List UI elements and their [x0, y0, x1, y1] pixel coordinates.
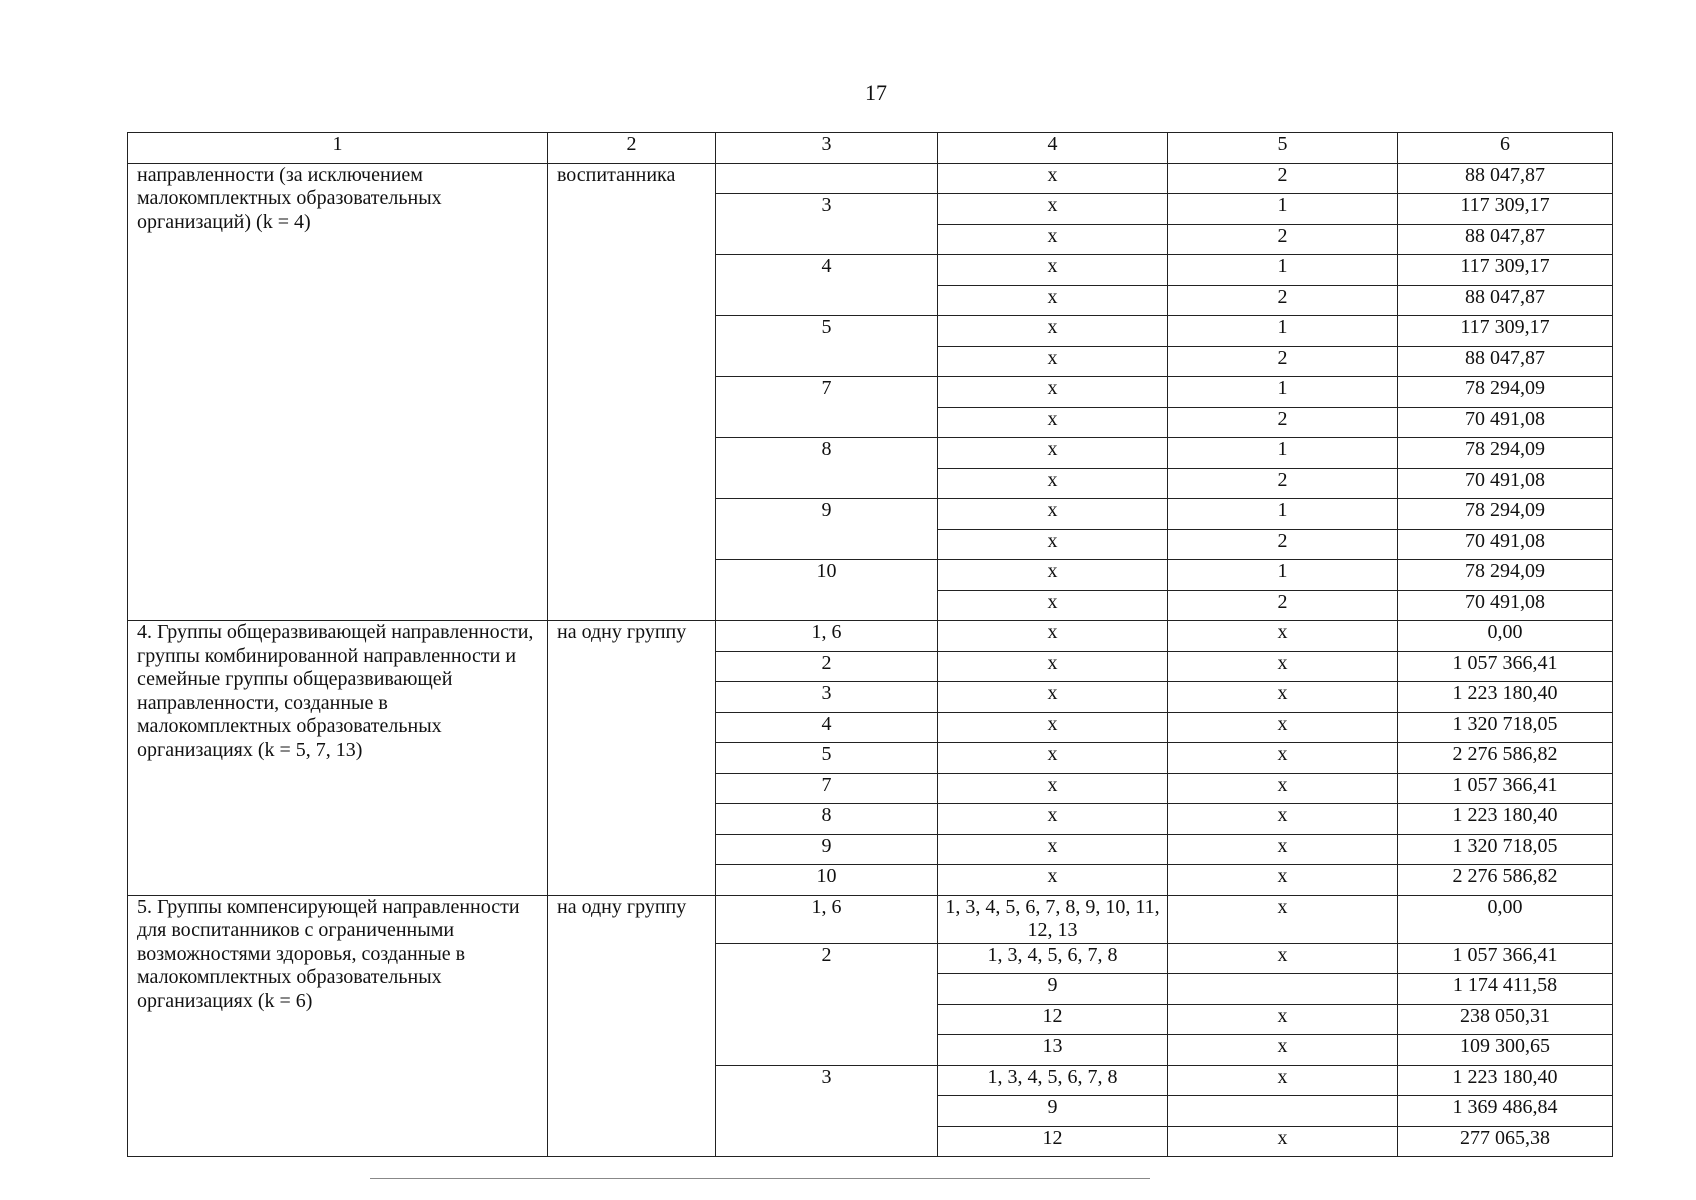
category-cell: x: [938, 377, 1168, 408]
category-cell: 1, 3, 4, 5, 6, 7, 8, 9, 10, 11, 12, 13: [938, 895, 1168, 943]
category-cell: x: [938, 682, 1168, 713]
table-row: [128, 621, 1613, 652]
unit-cell: воспитанника: [548, 163, 716, 621]
amount-cell: 1 369 486,84: [1398, 1096, 1613, 1127]
category-cell: x: [938, 560, 1168, 591]
amount-cell: 1 223 180,40: [1398, 804, 1613, 835]
amount-cell: 70 491,08: [1398, 407, 1613, 438]
subcategory-cell: 2: [1168, 468, 1398, 499]
table-body: [128, 133, 1613, 1157]
amount-cell: 1 320 718,05: [1398, 834, 1613, 865]
group-count-cell: 2: [716, 651, 938, 682]
category-cell: x: [938, 316, 1168, 347]
page-number: 17: [865, 80, 887, 105]
subcategory-cell: [1168, 974, 1398, 1005]
amount-cell: 109 300,65: [1398, 1035, 1613, 1066]
subcategory-cell: 2: [1168, 285, 1398, 316]
amount-cell: 117 309,17: [1398, 316, 1613, 347]
subcategory-cell: x: [1168, 1035, 1398, 1066]
group-count-cell: 3: [716, 194, 938, 255]
amount-cell: 88 047,87: [1398, 224, 1613, 255]
subcategory-cell: x: [1168, 651, 1398, 682]
subcategory-cell: 1: [1168, 255, 1398, 286]
column-header: 5: [1168, 133, 1398, 164]
subcategory-cell: 2: [1168, 163, 1398, 194]
column-header: 4: [938, 133, 1168, 164]
category-cell: x: [938, 468, 1168, 499]
amount-cell: 1 223 180,40: [1398, 1065, 1613, 1096]
subcategory-cell: x: [1168, 712, 1398, 743]
subcategory-cell: x: [1168, 682, 1398, 713]
amount-cell: 0,00: [1398, 895, 1613, 943]
amount-cell: 2 276 586,82: [1398, 865, 1613, 896]
group-count-cell: 1, 6: [716, 895, 938, 943]
amount-cell: 88 047,87: [1398, 346, 1613, 377]
amount-cell: 277 065,38: [1398, 1126, 1613, 1157]
group-count-cell: [716, 163, 938, 194]
group-count-cell: 8: [716, 804, 938, 835]
amount-cell: 88 047,87: [1398, 163, 1613, 194]
subcategory-cell: x: [1168, 773, 1398, 804]
category-cell: x: [938, 834, 1168, 865]
amount-cell: 70 491,08: [1398, 468, 1613, 499]
column-header: 1: [128, 133, 548, 164]
group-description: 5. Группы компенсирующей направленности для воспитанников с ограниченными возможностями здоровья, созданные в малокомплектных образовательных организациях (k = 6): [128, 895, 548, 1157]
amount-cell: 117 309,17: [1398, 194, 1613, 225]
group-count-cell: 5: [716, 743, 938, 774]
unit-cell: на одну группу: [548, 895, 716, 1157]
subcategory-cell: x: [1168, 621, 1398, 652]
category-cell: 1, 3, 4, 5, 6, 7, 8: [938, 1065, 1168, 1096]
amount-cell: 78 294,09: [1398, 438, 1613, 469]
category-cell: 12: [938, 1004, 1168, 1035]
group-count-cell: 9: [716, 834, 938, 865]
category-cell: x: [938, 529, 1168, 560]
group-count-cell: 3: [716, 1065, 938, 1157]
table-row: [128, 895, 1613, 943]
category-cell: x: [938, 194, 1168, 225]
unit-cell: на одну группу: [548, 621, 716, 896]
subcategory-cell: x: [1168, 804, 1398, 835]
group-description: направленности (за исключением малокомплектных образовательных организаций) (k = 4): [128, 163, 548, 621]
category-cell: x: [938, 621, 1168, 652]
amount-cell: 1 057 366,41: [1398, 773, 1613, 804]
table-header-row: [128, 133, 1613, 164]
group-count-cell: 5: [716, 316, 938, 377]
subcategory-cell: x: [1168, 943, 1398, 974]
amount-cell: 1 057 366,41: [1398, 943, 1613, 974]
group-count-cell: 8: [716, 438, 938, 499]
group-count-cell: 4: [716, 255, 938, 316]
category-cell: x: [938, 743, 1168, 774]
category-cell: x: [938, 407, 1168, 438]
category-cell: x: [938, 285, 1168, 316]
category-cell: x: [938, 590, 1168, 621]
amount-cell: 70 491,08: [1398, 590, 1613, 621]
category-cell: x: [938, 163, 1168, 194]
subcategory-cell: x: [1168, 743, 1398, 774]
amount-cell: 238 050,31: [1398, 1004, 1613, 1035]
group-count-cell: 10: [716, 865, 938, 896]
category-cell: 9: [938, 1096, 1168, 1127]
group-count-cell: 10: [716, 560, 938, 621]
subcategory-cell: x: [1168, 865, 1398, 896]
category-cell: 12: [938, 1126, 1168, 1157]
amount-cell: 1 057 366,41: [1398, 651, 1613, 682]
group-count-cell: 4: [716, 712, 938, 743]
subcategory-cell: 1: [1168, 499, 1398, 530]
amount-cell: 78 294,09: [1398, 560, 1613, 591]
category-cell: x: [938, 438, 1168, 469]
tariff-table: [127, 132, 1613, 1157]
amount-cell: 1 174 411,58: [1398, 974, 1613, 1005]
amount-cell: 70 491,08: [1398, 529, 1613, 560]
subcategory-cell: 2: [1168, 407, 1398, 438]
group-count-cell: 7: [716, 377, 938, 438]
subcategory-cell: x: [1168, 1126, 1398, 1157]
amount-cell: 78 294,09: [1398, 377, 1613, 408]
category-cell: 1, 3, 4, 5, 6, 7, 8: [938, 943, 1168, 974]
subcategory-cell: 2: [1168, 346, 1398, 377]
category-cell: 9: [938, 974, 1168, 1005]
subcategory-cell: x: [1168, 895, 1398, 943]
category-cell: x: [938, 804, 1168, 835]
group-description: 4. Группы общеразвивающей направленности, группы комбинированной направленности и семейные группы общеразвивающей направленности, созданные в малокомплектных образовательных организациях (k = 5, 7, 13): [128, 621, 548, 896]
category-cell: x: [938, 651, 1168, 682]
subcategory-cell: 1: [1168, 377, 1398, 408]
column-header: 3: [716, 133, 938, 164]
category-cell: x: [938, 712, 1168, 743]
group-count-cell: 7: [716, 773, 938, 804]
subcategory-cell: [1168, 1096, 1398, 1127]
amount-cell: 0,00: [1398, 621, 1613, 652]
column-header: 2: [548, 133, 716, 164]
bottom-rule: [370, 1178, 1150, 1179]
category-cell: x: [938, 255, 1168, 286]
amount-cell: 2 276 586,82: [1398, 743, 1613, 774]
subcategory-cell: 1: [1168, 438, 1398, 469]
subcategory-cell: 2: [1168, 590, 1398, 621]
category-cell: 13: [938, 1035, 1168, 1066]
subcategory-cell: x: [1168, 1004, 1398, 1035]
amount-cell: 1 320 718,05: [1398, 712, 1613, 743]
category-cell: x: [938, 773, 1168, 804]
amount-cell: 78 294,09: [1398, 499, 1613, 530]
group-count-cell: 9: [716, 499, 938, 560]
category-cell: x: [938, 865, 1168, 896]
subcategory-cell: 1: [1168, 316, 1398, 347]
subcategory-cell: x: [1168, 834, 1398, 865]
subcategory-cell: 2: [1168, 224, 1398, 255]
amount-cell: 1 223 180,40: [1398, 682, 1613, 713]
subcategory-cell: 2: [1168, 529, 1398, 560]
amount-cell: 117 309,17: [1398, 255, 1613, 286]
category-cell: x: [938, 346, 1168, 377]
category-cell: x: [938, 499, 1168, 530]
table-row: [128, 163, 1613, 194]
subcategory-cell: 1: [1168, 194, 1398, 225]
column-header: 6: [1398, 133, 1613, 164]
group-count-cell: 2: [716, 943, 938, 1065]
group-count-cell: 1, 6: [716, 621, 938, 652]
category-cell: x: [938, 224, 1168, 255]
subcategory-cell: 1: [1168, 560, 1398, 591]
group-count-cell: 3: [716, 682, 938, 713]
amount-cell: 88 047,87: [1398, 285, 1613, 316]
subcategory-cell: x: [1168, 1065, 1398, 1096]
